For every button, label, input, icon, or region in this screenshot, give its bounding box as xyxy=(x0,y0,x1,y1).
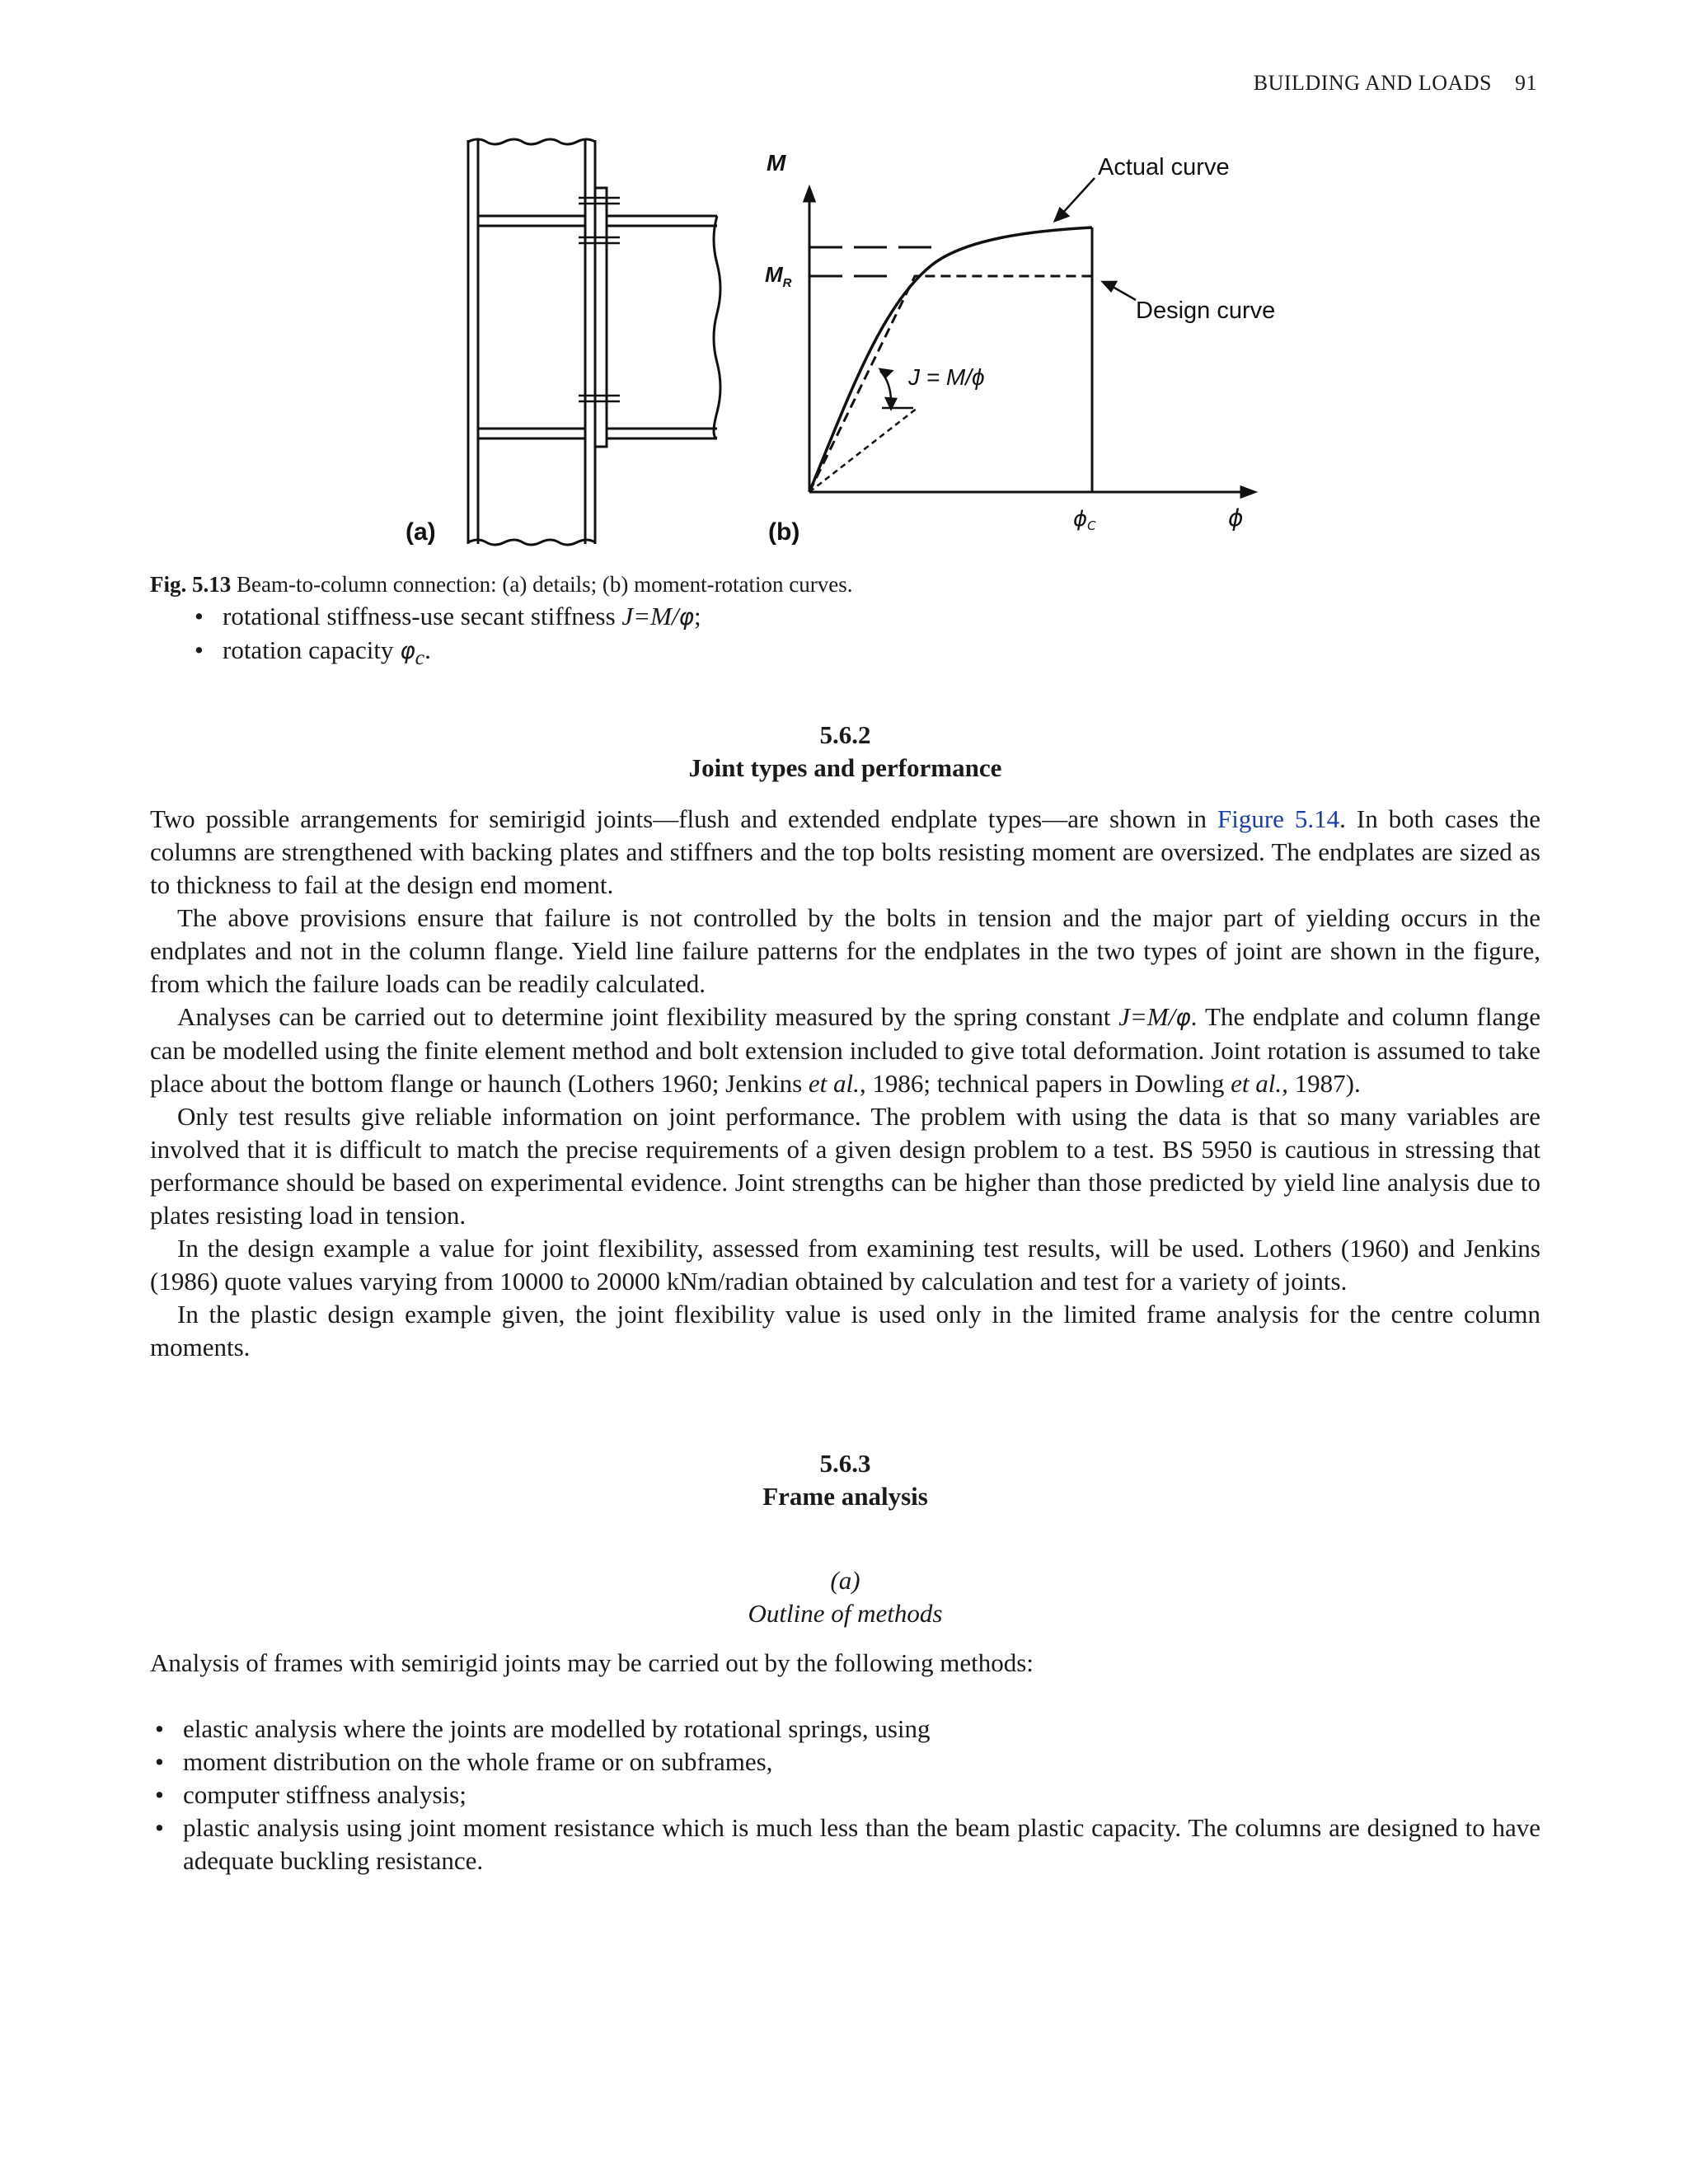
list-item: • elastic analysis where the joints are modelled by rotational springs, using xyxy=(150,1713,1540,1746)
panel-b-label: (b) xyxy=(768,518,800,546)
running-head xyxy=(1254,71,1537,96)
paragraph: The above provisions ensure that failure is not controlled by the bolts in tension and the major part of yielding occurs in the endplates and not in the column flange. Yield line failure patterns for the endplates in the two types of joint are shown in the figure, from which the failure loads can be readily calculated. xyxy=(150,903,1540,998)
section-title-frame-analysis: Frame analysis xyxy=(762,1482,928,1511)
caption-text: Beam-to-column connection: (a) details; (b) moment-rotation curves. xyxy=(231,572,853,597)
paragraph: Two possible arrangements for semirigid joints—flush and extended endplate types—are shown in Figure 5.14. In both cases the columns are strengthened with backing plates and stiffners and the top bolts resisting moment are oversized. The endplates are sized as to thickness to fail at the design end moment. xyxy=(150,804,1540,899)
beam xyxy=(478,216,720,438)
section-title-joint-types: Joint types and performance xyxy=(688,753,1002,782)
page-number: 91 xyxy=(1515,71,1537,95)
figure-bullet-list xyxy=(190,600,1580,674)
list-item: • rotation capacity $\varphi_c$. xyxy=(190,634,1580,674)
column xyxy=(468,139,595,545)
paragraph: In the design example a value for joint flexibility, assessed from examining test results, will be used. Lothers (1960) and Jenkins (1986) quote values varying from 10000 to 20000 kNm/radian obtained by calculation and test for a variety of joints. xyxy=(150,1234,1540,1296)
section-5-6-2-body xyxy=(150,803,1540,1364)
caption-number: Fig. 5.13 xyxy=(150,572,232,597)
methods-list xyxy=(150,1713,1540,1877)
axis-y-label: M xyxy=(767,150,786,176)
paragraph: Only test results give reliable information on joint performance. The problem with using the data is that so many variables are involved that it is difficult to match the precise requirements of a given design problem to a test. BS 5950 is cautious in stressing that performance should be based on experimental evidence. Joint strengths can be higher than those predicted by yield line analysis due to plates resisting load in tension. xyxy=(150,1102,1540,1230)
list-item: • moment distribution on the whole frame or on subframes, xyxy=(150,1746,1540,1779)
endplate xyxy=(595,188,607,447)
panel-a-connection-details xyxy=(468,139,720,545)
paragraph: Analysis of frames with semirigid joints may be carried out by the following methods: xyxy=(150,1648,1034,1677)
figure-5-14-link[interactable]: Figure 5.14 xyxy=(1217,804,1340,833)
subsection-title: Outline of methods xyxy=(748,1599,943,1628)
subsection-label: (a) xyxy=(830,1566,860,1595)
list-item: • rotational stiffness-use secant stiffness J=M/φ; xyxy=(190,600,1580,634)
axis-x-label: ϕ xyxy=(1228,504,1244,532)
curves xyxy=(809,227,1092,492)
section-number-5-6-2: 5.6.2 xyxy=(819,720,871,749)
analysis-intro xyxy=(150,1647,1540,1680)
running-title: BUILDING AND LOADS xyxy=(1253,71,1492,95)
actual-curve xyxy=(809,227,1092,492)
phi-c-label: ϕC xyxy=(1073,507,1096,533)
design-curve-label: Design curve xyxy=(1136,298,1276,324)
paragraph: Analyses can be carried out to determine joint flexibility measured by the spring constant J=M/φ. The endplate and column flange can be modelled using the finite element method and bolt extension included to give total deformation. Joint rotation is assumed to take place about the bottom flange or haunch (Lothers 1960; Jenkins et al., 1986; technical papers in Dowling et al., 1987). xyxy=(150,1002,1540,1098)
panel-b-moment-rotation xyxy=(765,150,1275,533)
paragraph: In the plastic design example given, the joint flexibility value is used only in the limited frame analysis for the centre column moments. xyxy=(150,1300,1540,1361)
list-item: • plastic analysis using joint moment resistance which is much less than the beam plastic capacity. The columns are designed to have adequate buckling resistance. xyxy=(150,1811,1540,1877)
figure-5-13 xyxy=(387,124,1311,552)
panel-a-label: (a) xyxy=(406,518,436,546)
m-r-label: $M_R$ xyxy=(765,262,792,290)
figure-caption xyxy=(150,572,1543,598)
actual-curve-label: Actual curve xyxy=(1098,154,1230,180)
stiffness-label: J = M/ϕ xyxy=(908,364,985,390)
list-item: • computer stiffness analysis; xyxy=(150,1779,1540,1811)
section-number-5-6-3: 5.6.3 xyxy=(819,1449,871,1478)
